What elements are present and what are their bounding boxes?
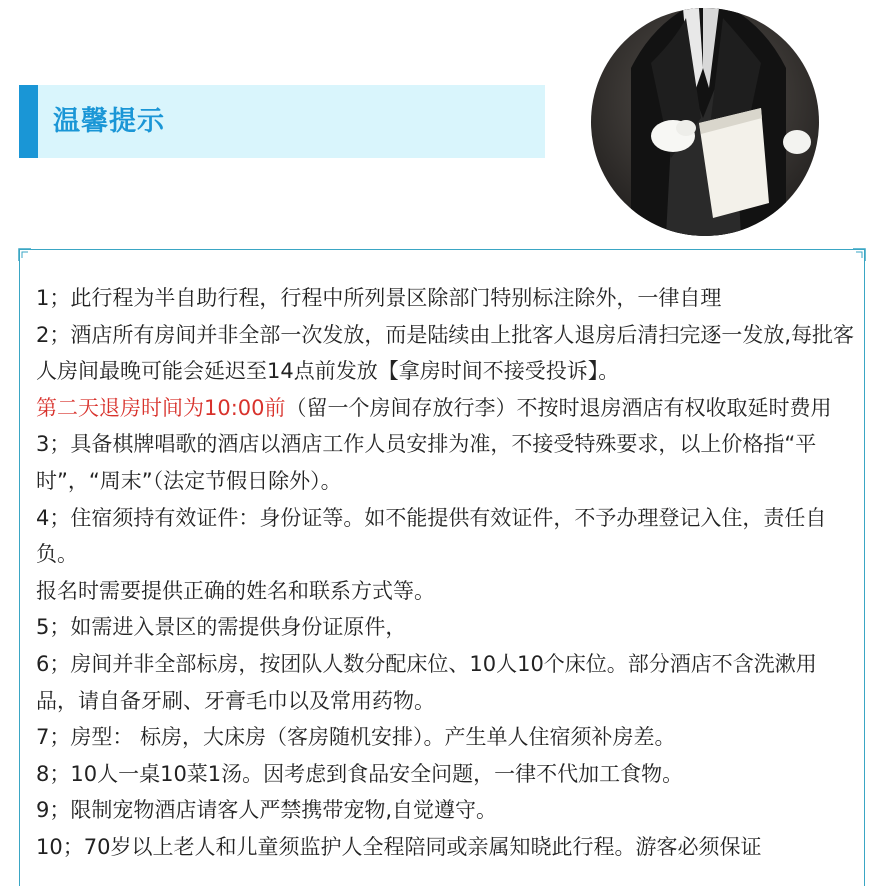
- notice-item-checkout: [36, 390, 856, 427]
- checkout-highlight: 第二天退房时间为10:00前: [36, 395, 286, 420]
- notice-item: 8；10人一桌10菜1汤。因考虑到食品安全问题，一律不代加工食物。: [36, 761, 684, 786]
- notice-item: 4；住宿须持有效证件：身份证等。如不能提供有效证件，不予办理登记入住，责任自负。: [36, 505, 827, 567]
- notice-item: 10；70岁以上老人和儿童须监护人全程陪同或亲属知晓此行程。游客必须保证: [36, 834, 762, 859]
- notice-text: [36, 280, 856, 866]
- header-title: 温馨提示: [53, 106, 165, 137]
- notice-box: [19, 249, 865, 886]
- header-bar: [19, 85, 545, 158]
- notice-item: 6；房间并非全部标房，按团队人数分配床位、10人10个床位。部分酒店不含洗漱用品，请自备牙刷、牙膏毛巾以及常用药物。: [36, 651, 817, 713]
- header-accent-stripe: [19, 85, 38, 158]
- notice-item: 1；此行程为半自助行程，行程中所列景区除部门特别标注除外，一律自理: [36, 286, 722, 310]
- notice-item: 报名时需要提供正确的姓名和联系方式等。: [36, 578, 435, 603]
- notice-item: 3；具备棋牌唱歌的酒店以酒店工作人员安排为准，不接受特殊要求，以上价格指“平时”，“周末”（法定节假日除外）。: [36, 432, 817, 493]
- notice-item: 2；酒店所有房间并非全部一次发放，而是陆续由上批客人退房后清扫完逐一发放,每批客人房间最晚可能会延迟至14点前发放【拿房时间不接受投诉】。: [36, 322, 855, 384]
- notice-item: 7；房型： 标房，大床房（客房随机安排）。产生单人住宿须补房差。: [36, 725, 676, 750]
- notice-item: 9；限制宠物酒店请客人严禁携带宠物,自觉遵守。: [36, 798, 498, 823]
- notice-item: 5；如需进入景区的需提供身份证原件，: [36, 615, 407, 640]
- corner-ornament-icon: [852, 248, 866, 262]
- corner-ornament-icon: [18, 248, 32, 262]
- checkout-rest: （留一个房间存放行李）不按时退房酒店有权收取延时费用: [285, 395, 832, 420]
- butler-photo-icon: [591, 8, 819, 236]
